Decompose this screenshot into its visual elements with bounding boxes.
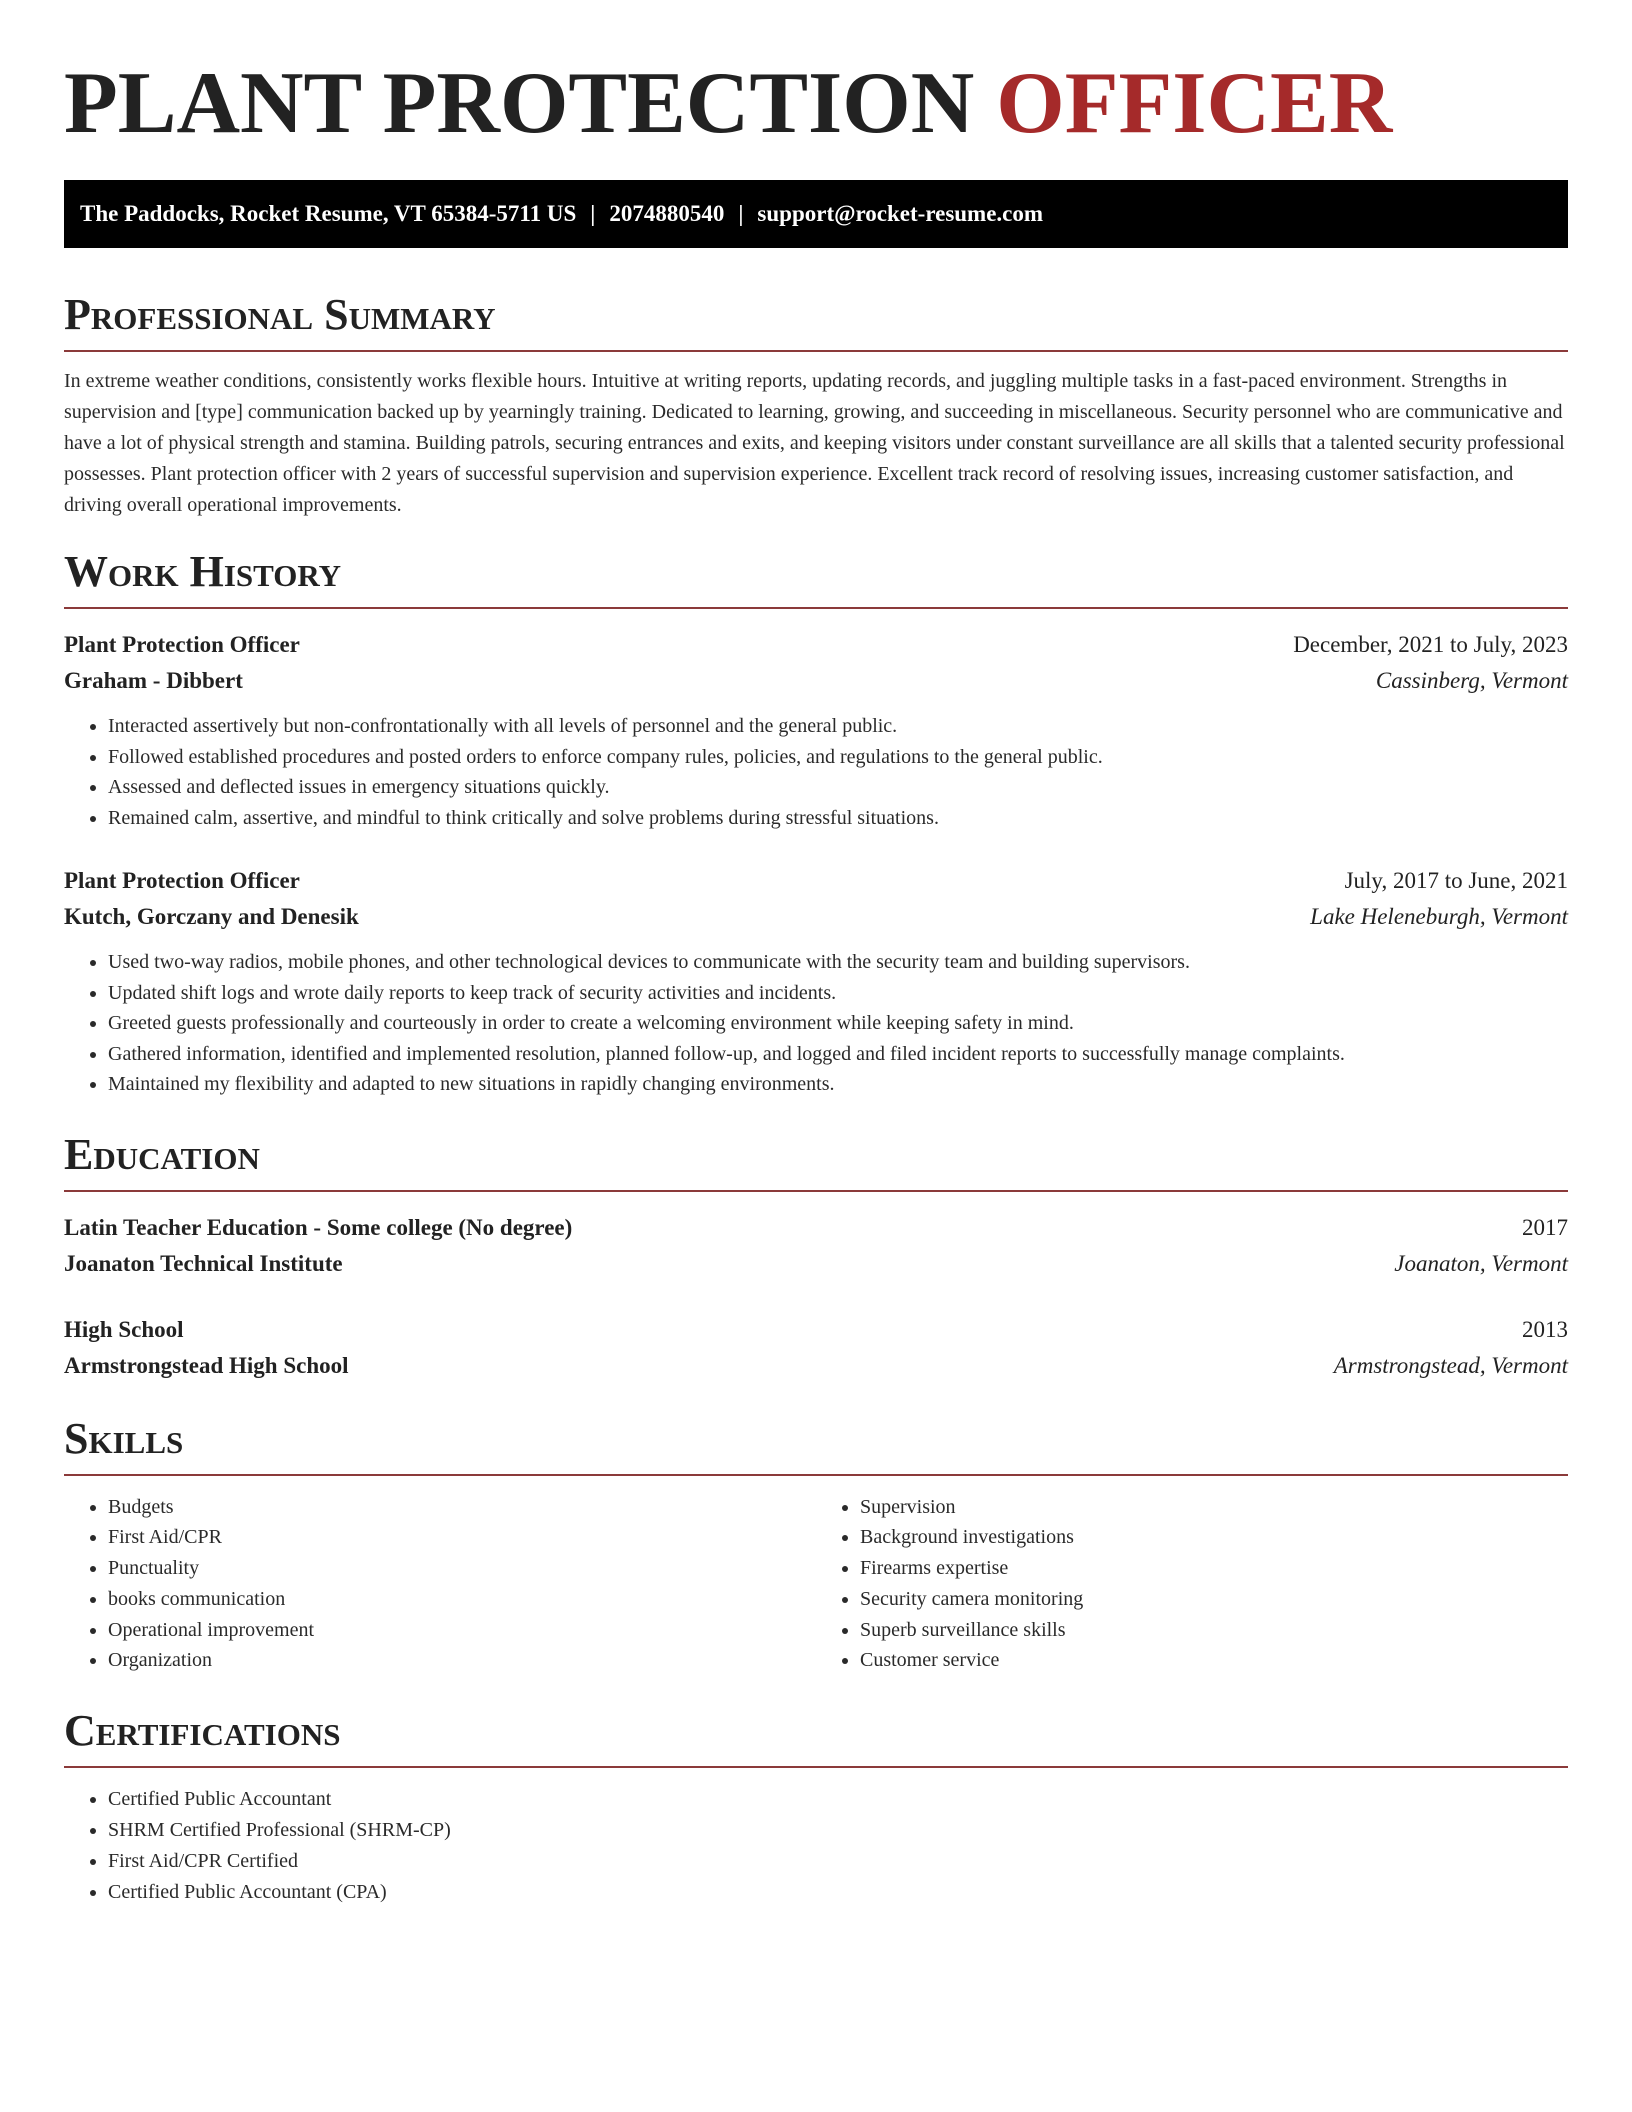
education-year: 2013 — [1522, 1316, 1568, 1342]
job-location: Cassinberg, Vermont — [1375, 668, 1568, 693]
list-item: • Budgets — [108, 1492, 816, 1523]
section-title-certifications: Certifications — [64, 1706, 1568, 1768]
job-entry — [64, 627, 1568, 833]
certifications-list — [64, 1784, 1568, 1907]
job-company-row — [64, 663, 1568, 699]
education-school-row — [64, 1348, 1568, 1384]
list-item: • Customer service — [860, 1645, 1568, 1676]
contact-phone: 2074880540 — [609, 201, 725, 226]
section-title-education: Education — [64, 1130, 1568, 1192]
list-item: • Updated shift logs and wrote daily reports to keep track of security activities and incidents. — [108, 978, 1568, 1009]
list-item: • Background investigations — [860, 1522, 1568, 1553]
job-bullets — [64, 947, 1568, 1100]
contact-bar — [64, 180, 1568, 248]
list-item: • Firearms expertise — [860, 1553, 1568, 1584]
job-dates: July, 2017 to June, 2021 — [1344, 868, 1568, 893]
list-item: • Certified Public Accountant (CPA) — [108, 1877, 1568, 1908]
job-company-row — [64, 899, 1568, 935]
education-location: Joanaton, Vermont — [1394, 1250, 1568, 1276]
list-item: • Used two-way radios, mobile phones, and other technological devices to communicate with the security team and building supervisors. — [108, 947, 1568, 978]
skills-grid — [64, 1492, 1568, 1677]
summary-text: In extreme weather conditions, consistently works flexible hours. Intuitive at writing reports, updating records, and juggling multiple tasks in a fast-paced environment. Strengths in supervision and [type] communication backed up by yearningly training. Dedicated to learning, growing, and succeeding in miscellaneous. Security personnel who are communicative and have a lot of physical strength and stamina. Building patrols, securing entrances and exits, and keeping visitors under constant surveillance are all skills that a talented security professional possesses. Plant protection officer with 2 years of successful supervision and supervision experience. Excellent track record of resolving issues, increasing customer satisfaction, and driving overall operational improvements. — [64, 370, 1565, 516]
list-item: • Organization — [108, 1645, 816, 1676]
job-company: Graham - Dibbert — [64, 668, 243, 693]
list-item: • Superb surveillance skills — [860, 1615, 1568, 1646]
education-school-row — [64, 1246, 1568, 1282]
education-school: Armstrongstead High School — [64, 1352, 349, 1378]
resume-name — [64, 0, 1568, 152]
skills-column-right — [816, 1492, 1568, 1677]
education-degree: Latin Teacher Education - Some college (No degree) — [64, 1214, 573, 1240]
name-title-part: PLANT PROTECTION — [64, 55, 997, 152]
section-title-work-history: Work History — [64, 547, 1568, 609]
education-year: 2017 — [1522, 1214, 1568, 1240]
skills-column-left — [64, 1492, 816, 1677]
job-bullets — [64, 711, 1568, 833]
list-item: • First Aid/CPR — [108, 1522, 816, 1553]
job-role: Plant Protection Officer — [64, 632, 300, 657]
education-degree: High School — [64, 1316, 184, 1342]
list-item: • Certified Public Accountant — [108, 1784, 1568, 1815]
contact-separator: | — [738, 201, 744, 226]
job-header-row — [64, 627, 1568, 663]
contact-address: The Paddocks, Rocket Resume, VT 65384-5711 US — [80, 201, 577, 226]
education-school: Joanaton Technical Institute — [64, 1250, 343, 1276]
list-item: • Maintained my flexibility and adapted to new situations in rapidly changing environments. — [108, 1069, 1568, 1100]
education-header-row — [64, 1312, 1568, 1348]
list-item: • First Aid/CPR Certified — [108, 1846, 1568, 1877]
list-item: • Operational improvement — [108, 1615, 816, 1646]
list-item: • Greeted guests professionally and courteously in order to create a welcoming environment while keeping safety in mind. — [108, 1008, 1568, 1039]
section-title-summary: Professional Summary — [64, 290, 1568, 352]
job-company: Kutch, Gorczany and Denesik — [64, 904, 359, 929]
job-entry — [64, 863, 1568, 1100]
contact-email: support@rocket-resume.com — [757, 201, 1044, 226]
list-item: • books communication — [108, 1584, 816, 1615]
list-item: • Supervision — [860, 1492, 1568, 1523]
list-item: • Security camera monitoring — [860, 1584, 1568, 1615]
job-location: Lake Heleneburgh, Vermont — [1310, 904, 1568, 929]
list-item: • Followed established procedures and posted orders to enforce company rules, policies, and regulations to the general public. — [108, 742, 1568, 773]
education-entry — [64, 1312, 1568, 1384]
job-role: Plant Protection Officer — [64, 868, 300, 893]
list-item: • Gathered information, identified and implemented resolution, planned follow-up, and logged and filed incident reports to successfully manage complaints. — [108, 1039, 1568, 1070]
job-dates: December, 2021 to July, 2023 — [1293, 632, 1568, 657]
list-item: • Assessed and deflected issues in emergency situations quickly. — [108, 772, 1568, 803]
job-header-row — [64, 863, 1568, 899]
education-header-row — [64, 1210, 1568, 1246]
education-location: Armstrongstead, Vermont — [1333, 1352, 1568, 1378]
list-item: • Punctuality — [108, 1553, 816, 1584]
list-item: • SHRM Certified Professional (SHRM-CP) — [108, 1815, 1568, 1846]
section-title-skills: Skills — [64, 1414, 1568, 1476]
name-accent-part: OFFICER — [996, 55, 1393, 152]
list-item: • Remained calm, assertive, and mindful to think critically and solve problems during stressful situations. — [108, 803, 1568, 834]
list-item: • Interacted assertively but non-confrontationally with all levels of personnel and the general public. — [108, 711, 1568, 742]
education-entry — [64, 1210, 1568, 1282]
contact-separator: | — [590, 201, 596, 226]
